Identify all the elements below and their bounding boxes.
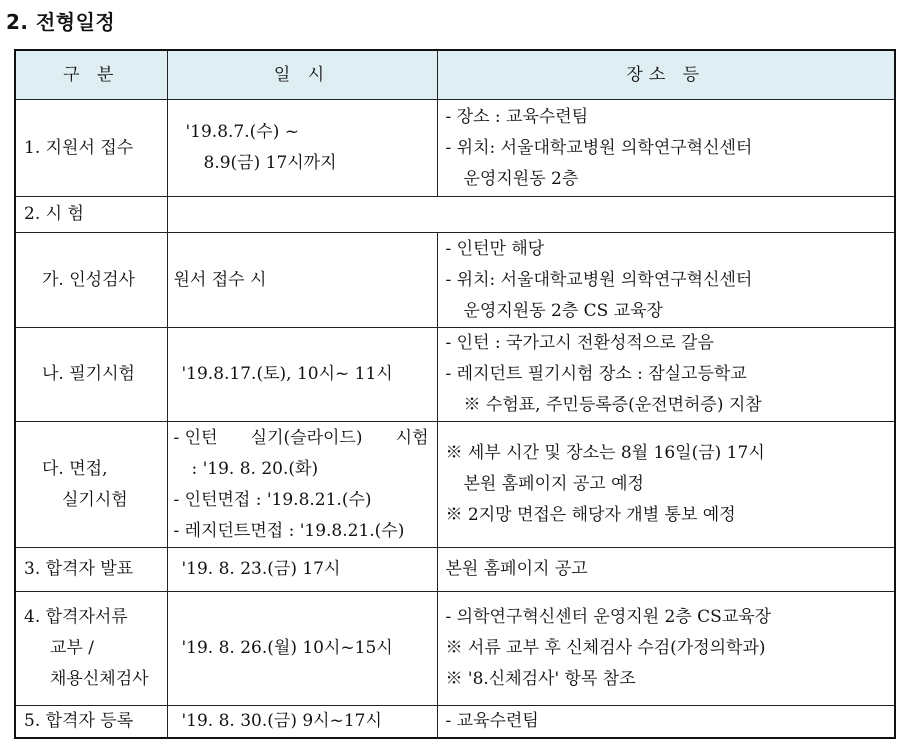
table-row: [15, 233, 895, 328]
datetime-cell: '19.8.17.(토), 10시~ 11시: [167, 328, 437, 422]
datetime-cell: [167, 422, 437, 548]
category-line: 4. 합격자서류: [24, 607, 128, 627]
datetime-cell: '19. 8. 30.(금) 9시~17시: [167, 706, 437, 739]
table-row: [15, 197, 895, 233]
place-cell: 본원 홈페이지 공고: [437, 548, 895, 592]
empty-cell: [167, 197, 895, 233]
place-line: - 인턴 : 국가고시 전환성적으로 갈음: [445, 333, 714, 353]
table-row: [15, 548, 895, 592]
place-cell: [437, 328, 895, 422]
table-row: [15, 328, 895, 422]
place-cell: - 교육수련팀: [437, 706, 895, 739]
table-row: [15, 100, 895, 197]
place-line: ※ 세부 시간 및 장소는 8월 16일(금) 17시: [445, 443, 765, 463]
datetime-part: 시험: [395, 427, 429, 448]
schedule-table: [14, 49, 896, 739]
datetime-line: : '19. 8. 20.(화): [191, 458, 319, 479]
header-category: 구 분: [15, 50, 167, 100]
table-row: [15, 592, 895, 706]
datetime-cell: [167, 100, 437, 197]
category-label: 나. 필기시험: [42, 364, 135, 384]
table-row: [15, 422, 895, 548]
category-cell: 1. 지원서 접수: [15, 100, 167, 197]
category-cell: [15, 422, 167, 548]
datetime-part: - 인턴: [173, 427, 218, 448]
table-row: [15, 706, 895, 739]
category-cell: 3. 합격자 발표: [15, 548, 167, 592]
place-line: ※ 수험표, 주민등록증(운전면허증) 지참: [463, 395, 762, 415]
datetime-cell: 원서 접수 시: [167, 233, 437, 328]
datetime-line: - 레지던트면접 : '19.8.21.(수): [173, 520, 405, 541]
datetime-line: '19.8.7.(수) ~: [185, 122, 299, 142]
place-line: - 위치: 서울대학교병원 의학연구혁신센터: [445, 269, 753, 290]
datetime-part: 실기(슬라이드): [250, 427, 363, 448]
place-line: ※ 서류 교부 후 신체검사 수검(가정의학과): [445, 638, 766, 658]
header-place: 장소 등: [437, 50, 895, 100]
place-line: - 인턴만 해당: [445, 238, 545, 259]
place-line: 운영지원동 2층: [463, 168, 579, 189]
place-line: ※ '8.신체검사' 항목 참조: [445, 669, 636, 689]
place-line: 본원 홈페이지 공고 예정: [463, 474, 644, 494]
datetime-line: 8.9(금) 17시까지: [203, 153, 337, 173]
place-line: ※ 2지망 면접은 해당자 개별 통보 예정: [445, 505, 736, 525]
category-cell: [15, 233, 167, 328]
place-line: 운영지원동 2층 CS 교육장: [463, 300, 663, 321]
place-cell: [437, 233, 895, 328]
place-cell: [437, 422, 895, 548]
place-line: - 장소 : 교육수련팀: [445, 106, 589, 127]
category-line: 교부 /: [50, 638, 94, 658]
category-label: 가. 인성검사: [42, 269, 135, 290]
place-line: - 의학연구혁신센터 운영지원 2층 CS교육장: [445, 607, 772, 627]
datetime-line: [174, 423, 429, 454]
header-row: [15, 50, 895, 100]
place-line: - 레지던트 필기시험 장소 : 잠실고등학교: [445, 364, 747, 384]
place-line: - 위치: 서울대학교병원 의학연구혁신센터: [445, 137, 753, 158]
datetime-line: - 인턴면접 : '19.8.21.(수): [173, 489, 372, 510]
header-datetime: 일 시: [167, 50, 437, 100]
category-cell: [15, 328, 167, 422]
category-line: 실기시험: [62, 489, 128, 510]
datetime-cell: '19. 8. 23.(금) 17시: [167, 548, 437, 592]
category-cell: 2. 시 험: [15, 197, 167, 233]
category-line: 다. 면접,: [42, 458, 108, 479]
section-title: 2. 전형일정: [6, 10, 116, 34]
place-cell: [437, 592, 895, 706]
category-cell: [15, 592, 167, 706]
category-cell: 5. 합격자 등록: [15, 706, 167, 739]
category-line: 채용신체검사: [50, 669, 149, 689]
place-cell: [437, 100, 895, 197]
datetime-cell: '19. 8. 26.(월) 10시~15시: [167, 592, 437, 706]
